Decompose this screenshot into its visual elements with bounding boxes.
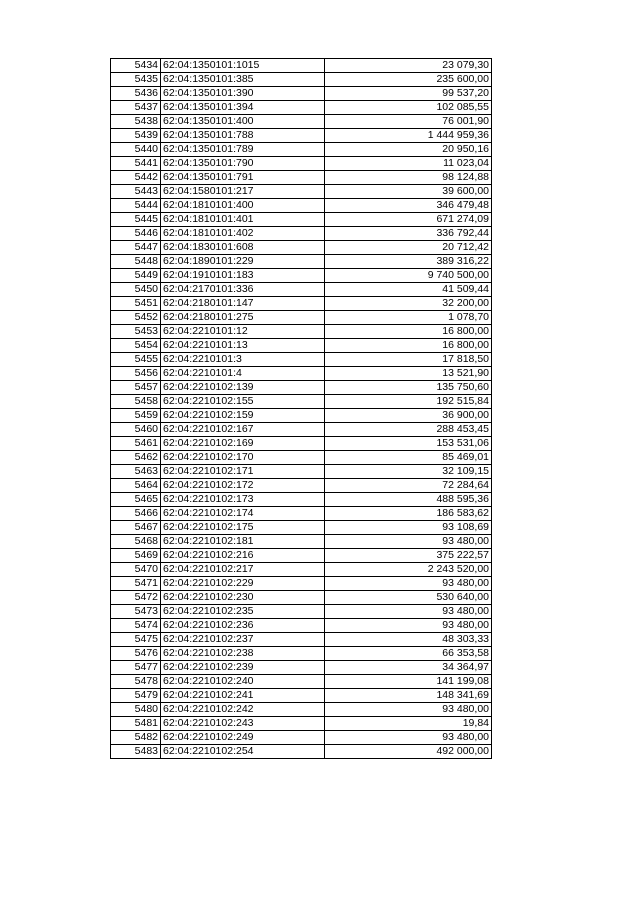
cadastral-number-cell: 62:04:2180101:275 [161, 311, 325, 325]
row-number-cell: 5470 [111, 563, 161, 577]
row-number-cell: 5478 [111, 675, 161, 689]
cadastral-value-cell: 17 818,50 [325, 353, 492, 367]
table-row [111, 703, 492, 717]
cadastral-value-cell: 93 480,00 [325, 535, 492, 549]
table-row [111, 493, 492, 507]
cadastral-value-cell: 336 792,44 [325, 227, 492, 241]
table-row [111, 563, 492, 577]
cadastral-number-cell: 62:04:2210102:173 [161, 493, 325, 507]
cadastral-value-cell: 235 600,00 [325, 73, 492, 87]
row-number-cell: 5450 [111, 283, 161, 297]
row-number-cell: 5476 [111, 647, 161, 661]
row-number-cell: 5451 [111, 297, 161, 311]
table-body [111, 59, 492, 759]
cadastral-value-cell: 23 079,30 [325, 59, 492, 73]
row-number-cell: 5456 [111, 367, 161, 381]
table-row [111, 675, 492, 689]
cadastral-number-cell: 62:04:2210102:243 [161, 717, 325, 731]
cadastral-number-cell: 62:04:2210102:169 [161, 437, 325, 451]
row-number-cell: 5461 [111, 437, 161, 451]
cadastral-value-cell: 85 469,01 [325, 451, 492, 465]
row-number-cell: 5445 [111, 213, 161, 227]
row-number-cell: 5452 [111, 311, 161, 325]
table-row [111, 507, 492, 521]
row-number-cell: 5435 [111, 73, 161, 87]
row-number-cell: 5440 [111, 143, 161, 157]
cadastral-number-cell: 62:04:1830101:608 [161, 241, 325, 255]
cadastral-value-table [110, 58, 492, 759]
table-row [111, 171, 492, 185]
cadastral-number-cell: 62:04:2210102:171 [161, 465, 325, 479]
cadastral-number-cell: 62:04:2210102:239 [161, 661, 325, 675]
cadastral-value-cell: 98 124,88 [325, 171, 492, 185]
row-number-cell: 5474 [111, 619, 161, 633]
cadastral-value-cell: 76 001,90 [325, 115, 492, 129]
cadastral-number-cell: 62:04:2210102:167 [161, 423, 325, 437]
row-number-cell: 5480 [111, 703, 161, 717]
cadastral-number-cell: 62:04:2210102:139 [161, 381, 325, 395]
row-number-cell: 5441 [111, 157, 161, 171]
table-row [111, 661, 492, 675]
row-number-cell: 5466 [111, 507, 161, 521]
table-row [111, 241, 492, 255]
table-row [111, 157, 492, 171]
cadastral-number-cell: 62:04:1350101:390 [161, 87, 325, 101]
table-row [111, 423, 492, 437]
table-row [111, 451, 492, 465]
table-row [111, 367, 492, 381]
row-number-cell: 5446 [111, 227, 161, 241]
row-number-cell: 5467 [111, 521, 161, 535]
cadastral-value-cell: 288 453,45 [325, 423, 492, 437]
row-number-cell: 5472 [111, 591, 161, 605]
cadastral-value-cell: 530 640,00 [325, 591, 492, 605]
cadastral-value-cell: 93 480,00 [325, 703, 492, 717]
table-row [111, 255, 492, 269]
table-row [111, 591, 492, 605]
cadastral-number-cell: 62:04:1350101:1015 [161, 59, 325, 73]
cadastral-value-cell: 19,84 [325, 717, 492, 731]
cadastral-number-cell: 62:04:2210102:230 [161, 591, 325, 605]
table-row [111, 395, 492, 409]
row-number-cell: 5447 [111, 241, 161, 255]
row-number-cell: 5439 [111, 129, 161, 143]
cadastral-value-cell: 153 531,06 [325, 437, 492, 451]
table-row [111, 647, 492, 661]
row-number-cell: 5469 [111, 549, 161, 563]
cadastral-number-cell: 62:04:1350101:791 [161, 171, 325, 185]
row-number-cell: 5468 [111, 535, 161, 549]
row-number-cell: 5477 [111, 661, 161, 675]
table-row [111, 199, 492, 213]
table-row [111, 535, 492, 549]
cadastral-number-cell: 62:04:2180101:147 [161, 297, 325, 311]
table-row [111, 213, 492, 227]
row-number-cell: 5444 [111, 199, 161, 213]
cadastral-value-cell: 135 750,60 [325, 381, 492, 395]
cadastral-value-cell: 36 900,00 [325, 409, 492, 423]
cadastral-value-cell: 2 243 520,00 [325, 563, 492, 577]
table-row [111, 339, 492, 353]
cadastral-value-cell: 102 085,55 [325, 101, 492, 115]
table-row [111, 465, 492, 479]
row-number-cell: 5482 [111, 731, 161, 745]
table-row [111, 297, 492, 311]
table-row [111, 409, 492, 423]
table-row [111, 437, 492, 451]
row-number-cell: 5465 [111, 493, 161, 507]
cadastral-number-cell: 62:04:2210102:241 [161, 689, 325, 703]
table-row [111, 633, 492, 647]
row-number-cell: 5455 [111, 353, 161, 367]
table-row [111, 129, 492, 143]
row-number-cell: 5462 [111, 451, 161, 465]
table-row [111, 87, 492, 101]
table-row [111, 143, 492, 157]
table-row [111, 101, 492, 115]
cadastral-value-cell: 72 284,64 [325, 479, 492, 493]
cadastral-value-cell: 1 078,70 [325, 311, 492, 325]
cadastral-number-cell: 62:04:1580101:217 [161, 185, 325, 199]
cadastral-number-cell: 62:04:1350101:790 [161, 157, 325, 171]
cadastral-number-cell: 62:04:2210102:172 [161, 479, 325, 493]
cadastral-number-cell: 62:04:2210102:242 [161, 703, 325, 717]
table-row [111, 73, 492, 87]
cadastral-number-cell: 62:04:2170101:336 [161, 283, 325, 297]
cadastral-number-cell: 62:04:1350101:385 [161, 73, 325, 87]
table-row [111, 353, 492, 367]
row-number-cell: 5473 [111, 605, 161, 619]
table-row [111, 619, 492, 633]
table-row [111, 269, 492, 283]
table-row [111, 479, 492, 493]
cadastral-value-cell: 20 712,42 [325, 241, 492, 255]
cadastral-value-cell: 66 353,58 [325, 647, 492, 661]
cadastral-number-cell: 62:04:1910101:183 [161, 269, 325, 283]
row-number-cell: 5471 [111, 577, 161, 591]
cadastral-number-cell: 62:04:2210102:174 [161, 507, 325, 521]
cadastral-number-cell: 62:04:2210102:229 [161, 577, 325, 591]
table-row [111, 731, 492, 745]
cadastral-value-cell: 11 023,04 [325, 157, 492, 171]
cadastral-value-cell: 9 740 500,00 [325, 269, 492, 283]
cadastral-number-cell: 62:04:2210102:238 [161, 647, 325, 661]
cadastral-number-cell: 62:04:2210102:235 [161, 605, 325, 619]
cadastral-value-cell: 93 480,00 [325, 619, 492, 633]
cadastral-number-cell: 62:04:2210102:237 [161, 633, 325, 647]
cadastral-number-cell: 62:04:2210102:240 [161, 675, 325, 689]
row-number-cell: 5448 [111, 255, 161, 269]
cadastral-number-cell: 62:04:2210101:4 [161, 367, 325, 381]
cadastral-number-cell: 62:04:1350101:400 [161, 115, 325, 129]
table-row [111, 577, 492, 591]
cadastral-number-cell: 62:04:2210102:249 [161, 731, 325, 745]
row-number-cell: 5449 [111, 269, 161, 283]
cadastral-number-cell: 62:04:2210102:159 [161, 409, 325, 423]
cadastral-value-cell: 141 199,08 [325, 675, 492, 689]
cadastral-value-cell: 492 000,00 [325, 745, 492, 759]
cadastral-number-cell: 62:04:1350101:394 [161, 101, 325, 115]
cadastral-value-cell: 93 480,00 [325, 731, 492, 745]
cadastral-value-cell: 32 200,00 [325, 297, 492, 311]
row-number-cell: 5438 [111, 115, 161, 129]
cadastral-value-cell: 13 521,90 [325, 367, 492, 381]
table-row [111, 115, 492, 129]
table-row [111, 59, 492, 73]
cadastral-number-cell: 62:04:2210102:217 [161, 563, 325, 577]
cadastral-value-cell: 34 364,97 [325, 661, 492, 675]
cadastral-value-cell: 346 479,48 [325, 199, 492, 213]
cadastral-number-cell: 62:04:2210101:12 [161, 325, 325, 339]
row-number-cell: 5442 [111, 171, 161, 185]
table-row [111, 717, 492, 731]
row-number-cell: 5481 [111, 717, 161, 731]
table-row [111, 549, 492, 563]
row-number-cell: 5457 [111, 381, 161, 395]
cadastral-value-cell: 20 950,16 [325, 143, 492, 157]
cadastral-value-cell: 375 222,57 [325, 549, 492, 563]
cadastral-number-cell: 62:04:2210101:3 [161, 353, 325, 367]
cadastral-number-cell: 62:04:1890101:229 [161, 255, 325, 269]
row-number-cell: 5437 [111, 101, 161, 115]
cadastral-number-cell: 62:04:2210102:170 [161, 451, 325, 465]
cadastral-value-cell: 16 800,00 [325, 325, 492, 339]
table-row [111, 521, 492, 535]
row-number-cell: 5443 [111, 185, 161, 199]
table-row [111, 605, 492, 619]
cadastral-value-cell: 488 595,36 [325, 493, 492, 507]
row-number-cell: 5436 [111, 87, 161, 101]
cadastral-value-cell: 41 509,44 [325, 283, 492, 297]
table-row [111, 227, 492, 241]
cadastral-number-cell: 62:04:2210102:254 [161, 745, 325, 759]
cadastral-number-cell: 62:04:2210102:216 [161, 549, 325, 563]
row-number-cell: 5454 [111, 339, 161, 353]
cadastral-value-cell: 39 600,00 [325, 185, 492, 199]
cadastral-value-cell: 32 109,15 [325, 465, 492, 479]
row-number-cell: 5479 [111, 689, 161, 703]
table-row [111, 381, 492, 395]
row-number-cell: 5464 [111, 479, 161, 493]
cadastral-value-cell: 93 108,69 [325, 521, 492, 535]
table-row [111, 325, 492, 339]
cadastral-number-cell: 62:04:2210102:236 [161, 619, 325, 633]
cadastral-number-cell: 62:04:1350101:788 [161, 129, 325, 143]
cadastral-value-cell: 148 341,69 [325, 689, 492, 703]
cadastral-number-cell: 62:04:2210102:175 [161, 521, 325, 535]
cadastral-value-cell: 389 316,22 [325, 255, 492, 269]
cadastral-value-cell: 93 480,00 [325, 605, 492, 619]
cadastral-value-cell: 1 444 959,36 [325, 129, 492, 143]
cadastral-number-cell: 62:04:1810101:400 [161, 199, 325, 213]
table-row [111, 311, 492, 325]
row-number-cell: 5434 [111, 59, 161, 73]
cadastral-number-cell: 62:04:2210102:181 [161, 535, 325, 549]
row-number-cell: 5453 [111, 325, 161, 339]
row-number-cell: 5458 [111, 395, 161, 409]
cadastral-value-cell: 93 480,00 [325, 577, 492, 591]
cadastral-value-cell: 671 274,09 [325, 213, 492, 227]
cadastral-value-cell: 48 303,33 [325, 633, 492, 647]
cadastral-value-cell: 16 800,00 [325, 339, 492, 353]
row-number-cell: 5459 [111, 409, 161, 423]
cadastral-number-cell: 62:04:1810101:402 [161, 227, 325, 241]
table-row [111, 283, 492, 297]
cadastral-number-cell: 62:04:1810101:401 [161, 213, 325, 227]
cadastral-value-cell: 99 537,20 [325, 87, 492, 101]
cadastral-number-cell: 62:04:1350101:789 [161, 143, 325, 157]
row-number-cell: 5460 [111, 423, 161, 437]
table-row [111, 689, 492, 703]
row-number-cell: 5463 [111, 465, 161, 479]
cadastral-number-cell: 62:04:2210101:13 [161, 339, 325, 353]
table-row [111, 745, 492, 759]
cadastral-number-cell: 62:04:2210102:155 [161, 395, 325, 409]
cadastral-value-cell: 186 583,62 [325, 507, 492, 521]
row-number-cell: 5475 [111, 633, 161, 647]
row-number-cell: 5483 [111, 745, 161, 759]
cadastral-value-cell: 192 515,84 [325, 395, 492, 409]
table-row [111, 185, 492, 199]
